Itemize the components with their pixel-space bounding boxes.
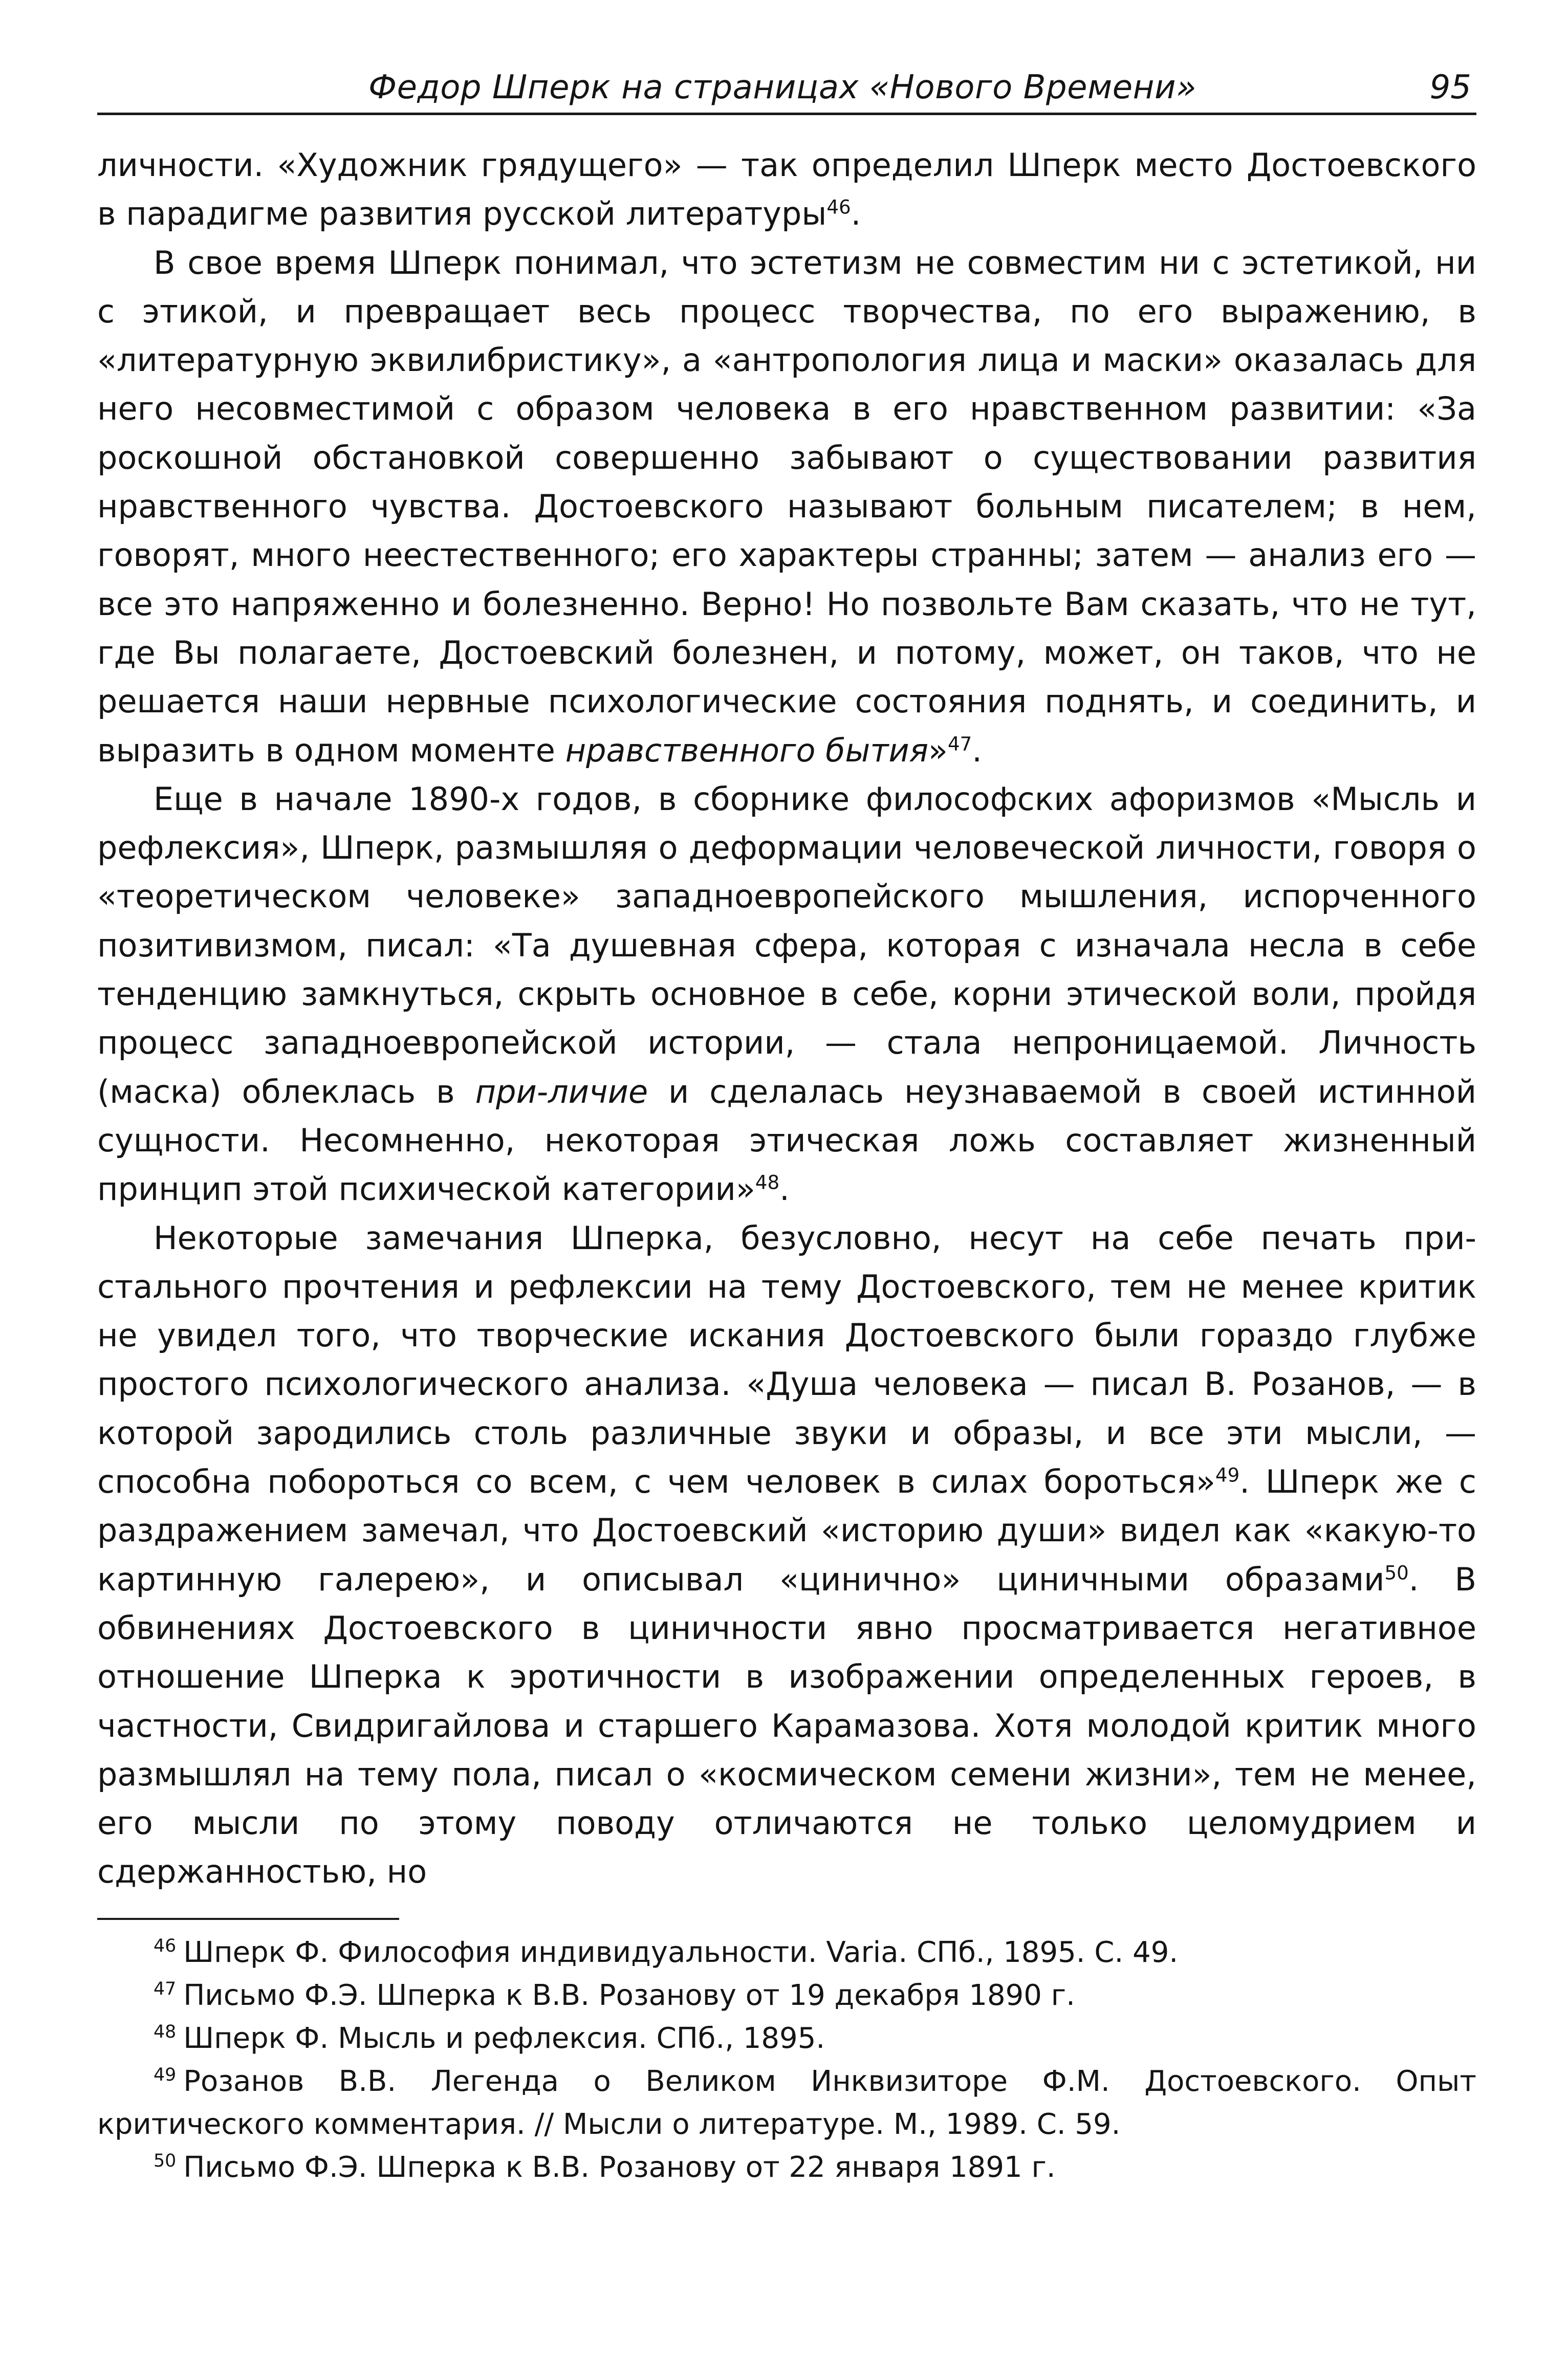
paragraph bbox=[97, 775, 1476, 1214]
footnote-text: Письмо Ф.Э. Шперка к В.В. Розанову от 22 января 1891 г. bbox=[183, 2150, 1056, 2184]
footnote-48 bbox=[97, 2017, 1476, 2060]
footnote-ref: 46 bbox=[826, 195, 851, 218]
text-run: . В обвинениях Достоевского в циничности явно просматривается негативное отношение Шперка к эротичности в изображении определенных героев, в частности, Свидригайлова и старшего Карамазова. Хотя молодой критик много размышлял на тему пола, писал о «космическом семени жизни», тем не менее, его мысли по этому поводу отличаются не только целомудрием и сдержанностью, но bbox=[97, 1560, 1477, 1891]
footnote-46 bbox=[97, 1931, 1476, 1974]
footnote-49 bbox=[97, 2060, 1476, 2146]
running-header bbox=[97, 61, 1476, 115]
text-run: . bbox=[851, 195, 861, 233]
text-run: . bbox=[972, 731, 983, 769]
footnote-ref: 49 bbox=[1215, 1463, 1240, 1487]
footnote-ref: 47 bbox=[947, 732, 972, 755]
text-run: и сделалась неузнаваемой в своей истинной сущности. Несомненно, некоторая этическая ложь составляет жизненный принцип этой психической категории» bbox=[97, 1073, 1476, 1208]
text-run: личности. «Художник грядущего» — так определил Шперк место Достоевского в парадигме развития русской литературы bbox=[97, 146, 1476, 233]
footnote-text: Шперк Ф. Мысль и рефлексия. СПб., 1895. bbox=[183, 2021, 825, 2055]
running-title: Федор Шперк на страницах «Нового Времени» bbox=[368, 69, 1197, 106]
text-run: Некоторые замечания Шперка, безусловно, несут на себе печать пристального прочтения и рефлексии на тему Достоевского, тем не менее критик не увидел того, что творческие искания Достоевского были гораздо глубже простого психологического анализа. «Душа человека — писал В. Розанов, — в которой зародились столь различные звуки и образы, и все эти мысли, — способна побороться со всем, с чем человек в силах бороться» bbox=[97, 1219, 1476, 1501]
book-page bbox=[97, 61, 1476, 2189]
footnote-number: 46 bbox=[154, 1936, 177, 1957]
paragraph bbox=[97, 238, 1476, 775]
emphasis-text: нравственного бытия bbox=[565, 731, 929, 769]
footnote-47 bbox=[97, 1974, 1476, 2017]
footnote-text: Письмо Ф.Э. Шперка к В.В. Розанову от 19 декабря 1890 г. bbox=[183, 1978, 1075, 2012]
footnote-number: 49 bbox=[154, 2065, 177, 2086]
footnote-text: Шперк Ф. Философия индивидуальности. Varia. СПб., 1895. С. 49. bbox=[183, 1935, 1179, 1969]
text-run: В свое время Шперк понимал, что эстетизм не совместим ни с эстетикой, ни с этикой, и превращает весь процесс творчества, по его выражению, в «литературную эквилибристику», а «антропология лица и маски» оказалась для него несовместимой с образом человека в его нравственном развитии: «За роскошной обстановкой совершенно забывают о существовании развития нравственного чувства. Достоевского называют больным писателем; в нем, говорят, много неестественного; его характеры странны; затем — анализ его — все это напряженно и болезненно. Верно! Но позвольте Вам сказать, что не тут, где Вы полагаете, Достоевский болезнен, и потому, может, он таков, что не решается наши нервные психологические состояния поднять, и соединить, и выразить в одном моменте bbox=[97, 244, 1476, 769]
footnote-ref: 48 bbox=[755, 1171, 780, 1194]
footnote-separator bbox=[97, 1918, 399, 1920]
footnote-ref: 50 bbox=[1384, 1561, 1409, 1584]
footnote-number: 48 bbox=[154, 2022, 177, 2043]
text-run: Еще в начале 1890-х годов, в сборнике философских афоризмов «Мысль и рефлексия», Шперк, размышляя о деформации человеческой личности, говоря о «теоретическом человеке» западноевропейского мышления, испорченного позитивизмом, писал: «Та душевная сфера, которая с изначала несла в себе тенденцию замкнуться, скрыть основное в себе, корни этической воли, пройдя процесс западноевропейской истории, — стала непроницаемой. Личность (маска) облеклась в bbox=[97, 780, 1476, 1110]
footnote-50 bbox=[97, 2146, 1476, 2189]
footnotes bbox=[97, 1931, 1476, 2189]
text-run: . Шперк же с раздражением замечал, что Достоевский «историю души» видел как «какую-то картинную галерею», и описывал «цинично» циничными образами bbox=[97, 1463, 1476, 1598]
page-number: 95 bbox=[1429, 69, 1471, 106]
body-text bbox=[97, 141, 1476, 1896]
text-run: . bbox=[779, 1170, 790, 1208]
footnote-number: 50 bbox=[154, 2151, 177, 2172]
footnote-number: 47 bbox=[154, 1979, 177, 2000]
emphasis-text: при-личие bbox=[475, 1073, 648, 1110]
footnote-text: Розанов В.В. Легенда о Великом Инквизиторе Ф.М. Достоевского. Опыт критического комментария. // Мысли о литературе. М., 1989. С. 59. bbox=[97, 2064, 1476, 2141]
paragraph bbox=[97, 141, 1476, 238]
text-run: » bbox=[928, 731, 948, 769]
paragraph bbox=[97, 1214, 1476, 1896]
